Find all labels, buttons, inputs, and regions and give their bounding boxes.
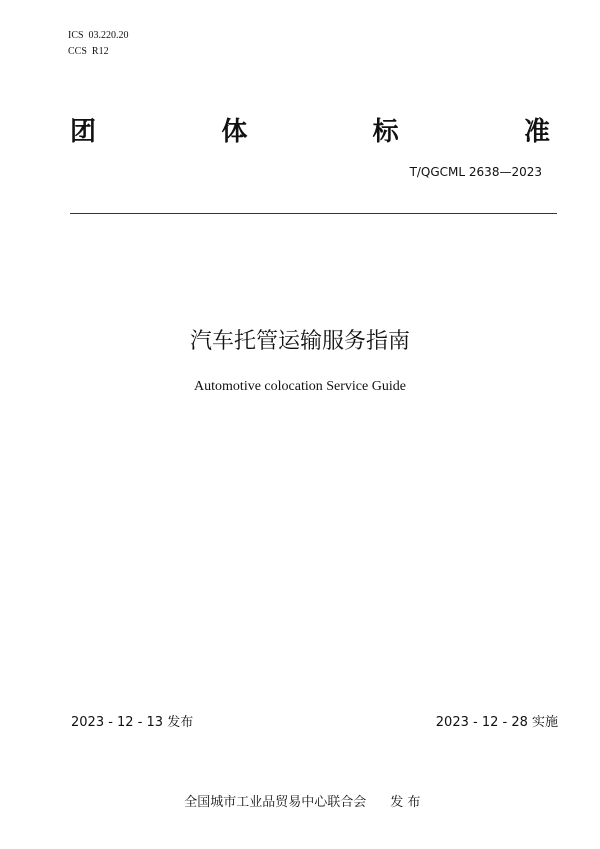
heading-char: 标 [372,117,399,147]
classification-codes [68,28,129,60]
publisher-name: 全国城市工业品贸易中心联合会 [184,795,367,810]
heading-char: 准 [523,117,550,147]
implementation-date: 2023 - 12 - 28 实施 [435,715,558,730]
publisher-line [176,776,420,812]
document-type-heading [70,114,550,150]
standard-number: T/QGCML 2638—2023 [409,165,542,179]
publish-action: 发 布 [390,795,421,810]
issue-date: 2023 - 12 - 13 发布 [71,715,194,730]
heading-char: 团 [70,117,97,147]
ccs-code: CCS R12 [68,46,109,57]
heading-char: 体 [221,117,248,147]
ics-code: ICS 03.220.20 [68,30,129,41]
divider [70,213,557,214]
document-title-chinese: 汽车托管运输服务指南 [189,329,410,354]
document-title-english: Automotive colocation Service Guide [194,379,406,394]
